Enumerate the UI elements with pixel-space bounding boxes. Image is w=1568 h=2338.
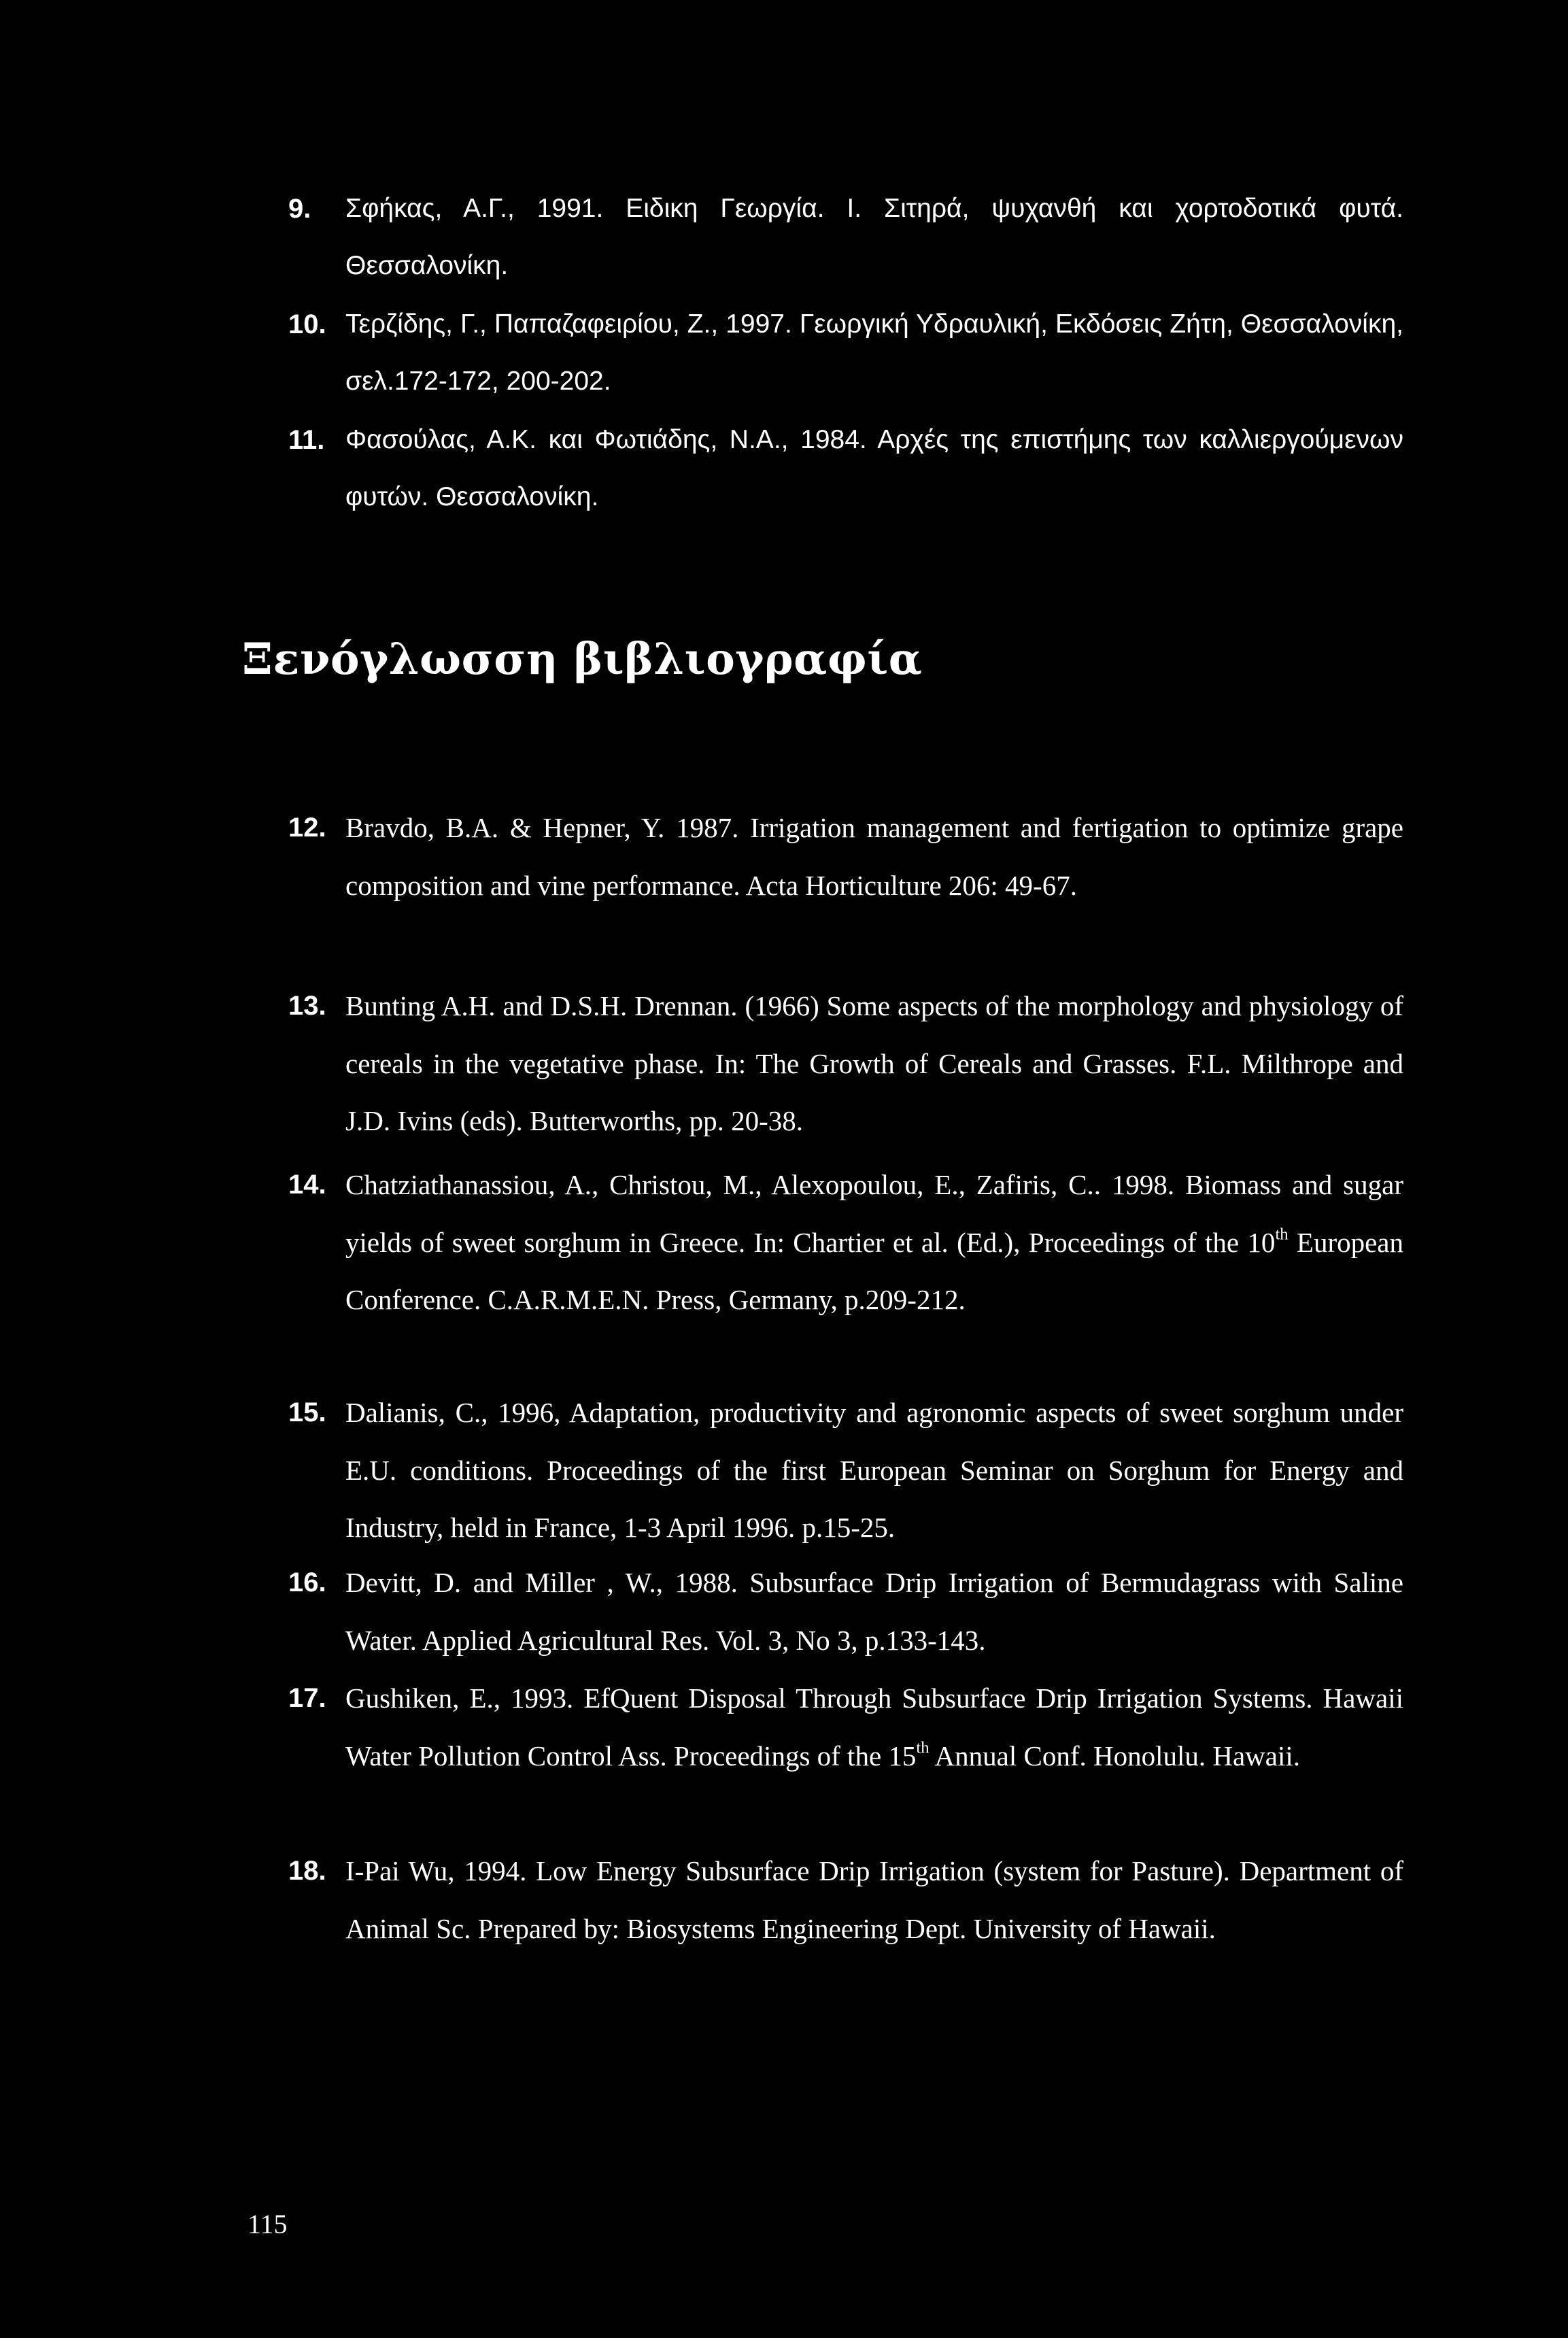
reference-13 xyxy=(288,977,1403,1150)
reference-text-part: Gushiken, E., 1993. EfQuent Disposal Through Subsurface Drip Irrigation Systems. Hawaii Water Pollution Control Ass. Proceedings of the 15 xyxy=(345,1682,1403,1772)
reference-text xyxy=(345,1156,1403,1329)
reference-12 xyxy=(288,799,1403,914)
reference-9 xyxy=(288,180,1403,294)
reference-10 xyxy=(288,296,1403,410)
reference-18 xyxy=(288,1842,1403,1957)
reference-text: Dalianis, C., 1996, Adaptation, productivity and agronomic aspects of sweet sorghum under E.U. conditions. Proceedings of the first European Seminar on Sorghum for Energy and Industry, held in France, 1-3 April 1996. p.15-25. xyxy=(345,1397,1403,1543)
reference-11 xyxy=(288,411,1403,526)
reference-text-part: Annual Conf. Honolulu. Hawaii. xyxy=(929,1740,1301,1772)
reference-text: Φασούλας, Α.Κ. και Φωτιάδης, Ν.Α., 1984. Αρχές της επιστήμης των καλλιεργούμενων φυτών. Θεσσαλονίκη. xyxy=(345,425,1403,511)
reference-text-part: European Conference. C.A.R.M.E.N. Press, Germany, p.209-212. xyxy=(345,1226,1404,1315)
reference-number: 17. xyxy=(288,1683,326,1713)
reference-number: 9. xyxy=(288,194,311,224)
superscript: th xyxy=(1275,1225,1289,1244)
reference-17 xyxy=(288,1670,1403,1784)
reference-number: 13. xyxy=(288,991,326,1021)
reference-14 xyxy=(288,1156,1403,1329)
reference-number: 14. xyxy=(288,1170,326,1200)
reference-text: Bunting A.H. and D.S.H. Drennan. (1966) Some aspects of the morphology and physiology of cereals in the vegetative phase. In: The Growth of Cereals and Grasses. F.L. Milthrope and J.D. Ivins (eds). Butterworths, pp. 20-38. xyxy=(345,990,1403,1136)
reference-text: I-Pai Wu, 1994. Low Energy Subsurface Drip Irrigation (system for Pasture). Department of Animal Sc. Prepared by: Biosystems Engineering Dept. University of Hawaii. xyxy=(345,1855,1403,1944)
reference-number: 11. xyxy=(288,425,325,455)
reference-number: 18. xyxy=(288,1856,326,1886)
reference-number: 15. xyxy=(288,1397,326,1427)
reference-text: Devitt, D. and Miller , W., 1988. Subsurface Drip Irrigation of Bermudagrass with Saline Water. Applied Agricultural Res. Vol. 3, No 3, p.133-143. xyxy=(345,1567,1403,1656)
reference-text xyxy=(345,1670,1403,1784)
reference-text: Σφήκας, Α.Γ., 1991. Ειδικη Γεωργία. Ι. Σιτηρά, ψυχανθή και χορτοδοτικά φυτά. Θεσσαλονίκη. xyxy=(345,194,1403,280)
reference-text: Bravdo, B.A. & Hepner, Y. 1987. Irrigation management and fertigation to optimize grape composition and vine performance. Acta Horticulture 206: 49-67. xyxy=(345,812,1403,901)
reference-number: 10. xyxy=(288,309,326,339)
reference-number: 16. xyxy=(288,1568,326,1597)
reference-number: 12. xyxy=(288,813,326,843)
reference-text-part: Chatziathanassiou, A., Christou, M., Alexopoulou, E., Zafiris, C.. 1998. Biomass and sugar yields of sweet sorghum in Greece. In: Chartier et al. (Ed.), Proceedings of the 10 xyxy=(345,1169,1403,1258)
reference-16 xyxy=(288,1554,1403,1669)
section-heading: Ξενόγλωσση βιβλιογραφία xyxy=(242,634,923,685)
superscript: th xyxy=(916,1738,930,1757)
page-number: 115 xyxy=(248,2209,288,2239)
reference-text: Τερζίδης, Γ., Παπαζαφειρίου, Ζ., 1997. Γεωργική Υδραυλική, Εκδόσεις Ζήτη, Θεσσαλονίκη, σελ.172-172, 200-202. xyxy=(345,309,1403,396)
reference-15 xyxy=(288,1384,1403,1557)
